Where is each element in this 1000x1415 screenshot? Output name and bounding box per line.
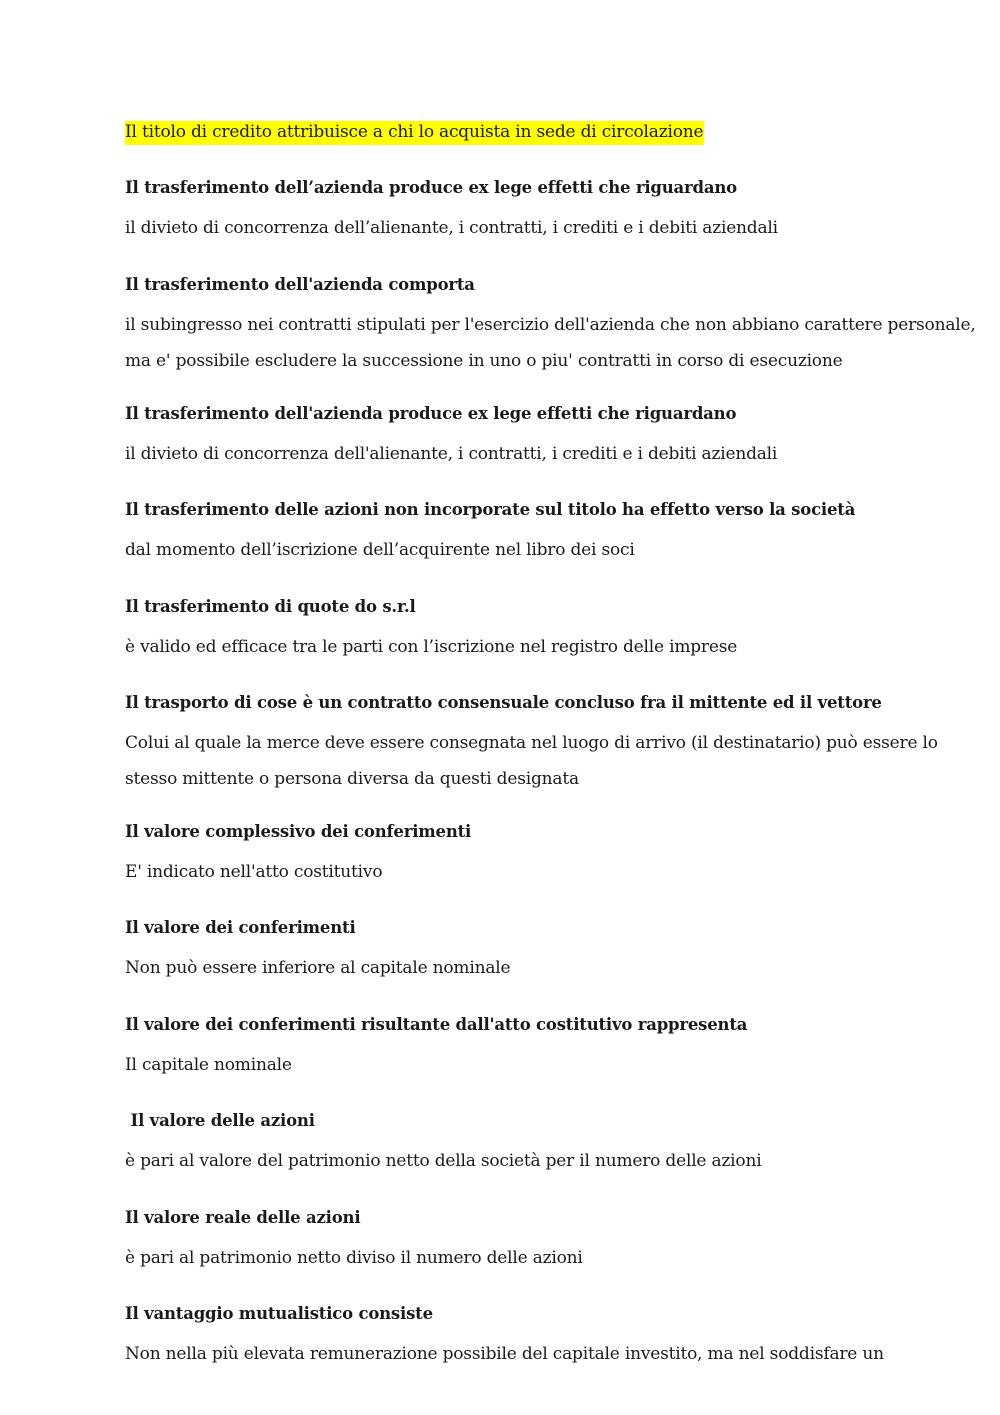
question-heading: Il trasferimento dell'azienda produce ex lege effetti che riguardano bbox=[125, 404, 737, 423]
highlighted-heading bbox=[125, 120, 704, 144]
highlighted-heading-text: Il titolo di credito attribuisce a chi lo acquista in sede di circolazione bbox=[125, 121, 704, 145]
question-heading: Il valore dei conferimenti bbox=[125, 918, 356, 937]
question-heading: Il valore dei conferimenti risultante dall'atto costitutivo rappresenta bbox=[125, 1015, 748, 1034]
answer-text: Non nella più elevata remunerazione possibile del capitale investito, ma nel soddisfare un bbox=[125, 1344, 884, 1364]
answer-text: il divieto di concorrenza dell'alienante, i contratti, i crediti e i debiti aziendali bbox=[125, 444, 778, 464]
answer-text: Non può essere inferiore al capitale nominale bbox=[125, 958, 511, 978]
question-heading: Il trasporto di cose è un contratto consensuale concluso fra il mittente ed il vettore bbox=[125, 693, 882, 712]
answer-text: il divieto di concorrenza dell’alienante, i contratti, i crediti e i debiti aziendali bbox=[125, 218, 778, 238]
question-heading: Il trasferimento delle azioni non incorporate sul titolo ha effetto verso la società bbox=[125, 500, 856, 519]
question-heading: Il valore reale delle azioni bbox=[125, 1208, 361, 1227]
answer-text: E' indicato nell'atto costitutivo bbox=[125, 862, 383, 882]
answer-text: è valido ed efficace tra le parti con l’iscrizione nel registro delle imprese bbox=[125, 637, 738, 657]
answer-text: dal momento dell’iscrizione dell’acquirente nel libro dei soci bbox=[125, 540, 635, 560]
answer-text: il subingresso nei contratti stipulati per l'esercizio dell'azienda che non abbiano carattere personale, bbox=[125, 315, 976, 335]
answer-text: ma e' possibile escludere la successione in uno o piu' contratti in corso di esecuzione bbox=[125, 351, 843, 371]
answer-text: è pari al valore del patrimonio netto della società per il numero delle azioni bbox=[125, 1151, 762, 1171]
question-heading: Il trasferimento di quote do s.r.l bbox=[125, 597, 416, 616]
question-heading: Il trasferimento dell’azienda produce ex lege effetti che riguardano bbox=[125, 178, 737, 197]
answer-text: stesso mittente o persona diversa da questi designata bbox=[125, 769, 579, 789]
question-heading: Il valore complessivo dei conferimenti bbox=[125, 822, 472, 841]
answer-text: è pari al patrimonio netto diviso il numero delle azioni bbox=[125, 1248, 583, 1268]
question-heading: Il trasferimento dell'azienda comporta bbox=[125, 275, 475, 294]
answer-text: Colui al quale la merce deve essere consegnata nel luogo di arrivo (il destinatario) può essere lo bbox=[125, 733, 938, 753]
answer-text: Il capitale nominale bbox=[125, 1055, 292, 1075]
question-heading: Il valore delle azioni bbox=[125, 1111, 315, 1130]
question-heading: Il vantaggio mutualistico consiste bbox=[125, 1304, 433, 1323]
